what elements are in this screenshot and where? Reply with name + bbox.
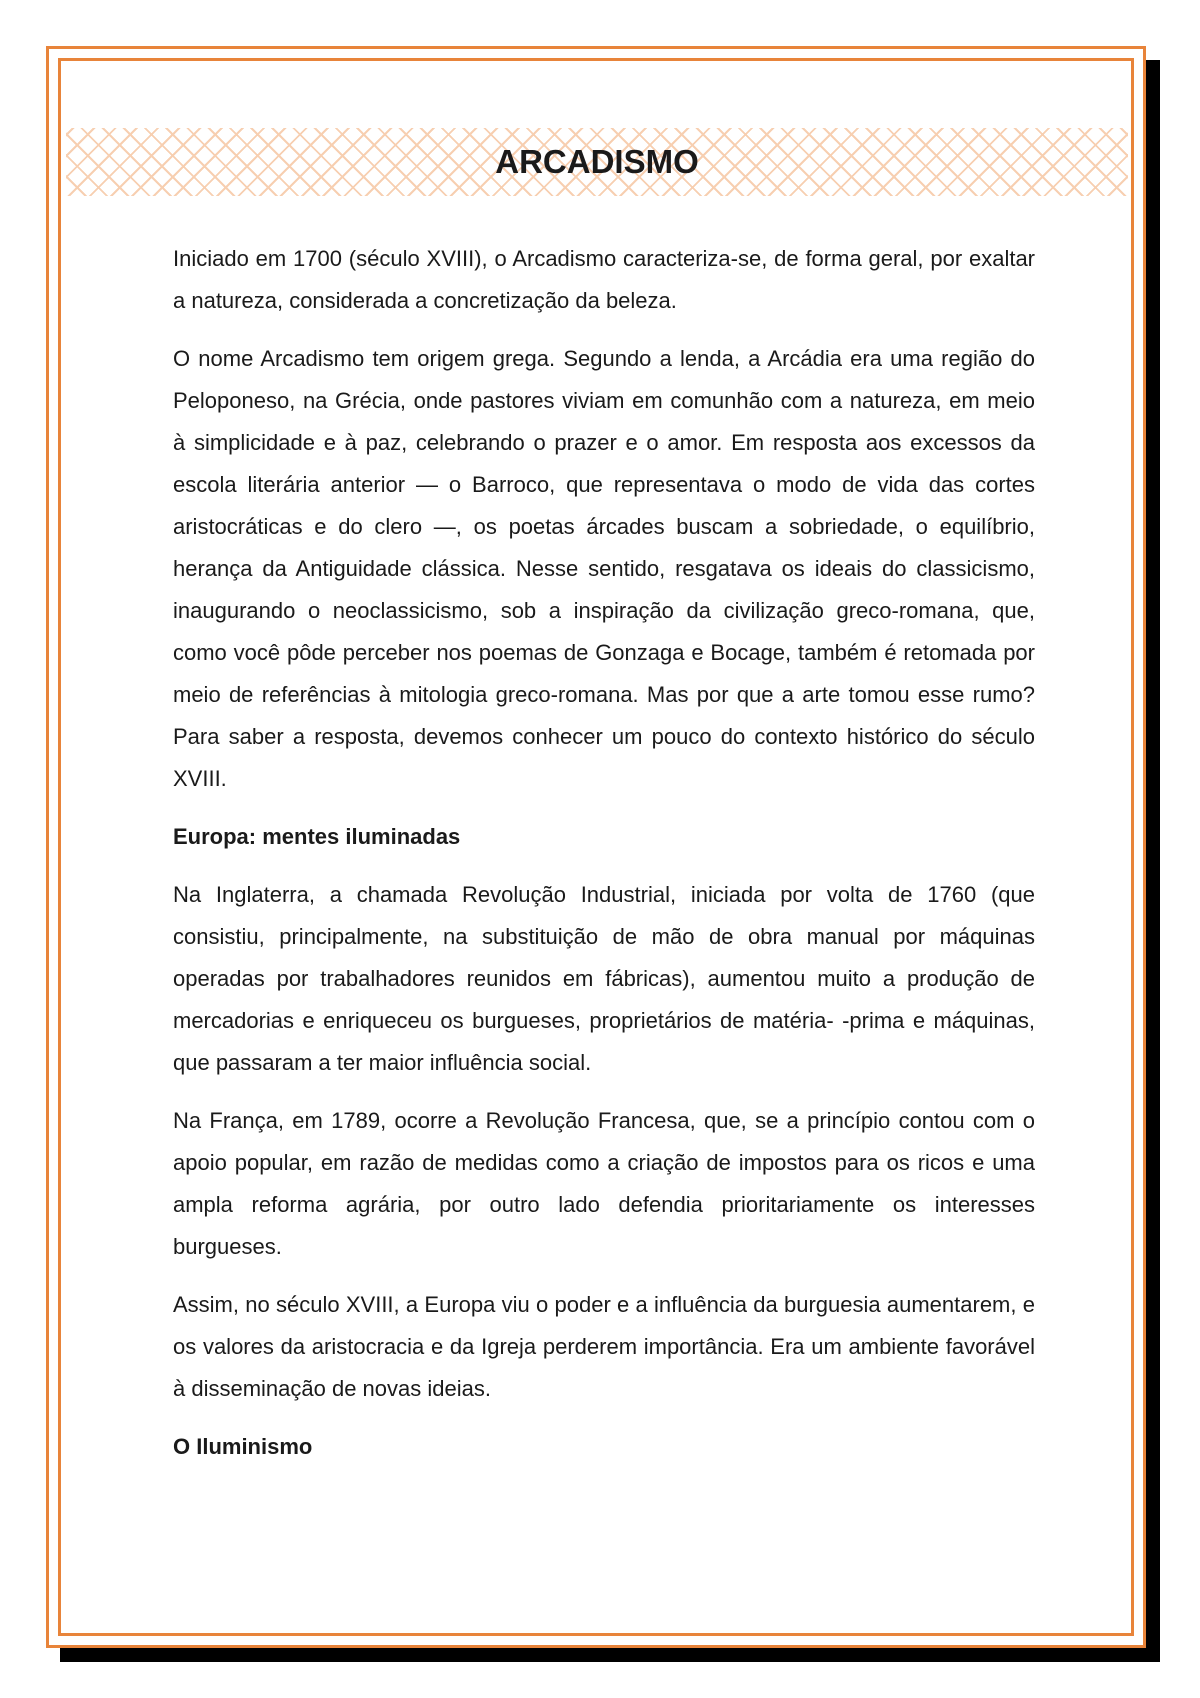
paragraph: Iniciado em 1700 (século XVIII), o Arcadismo caracteriza-se, de forma geral, por exaltar a natureza, considerada a concretização da beleza. (173, 246, 1035, 313)
paragraph: O nome Arcadismo tem origem grega. Segundo a lenda, a Arcádia era uma região do Peloponeso, na Grécia, onde pastores viviam em comunhão com a natureza, em meio à simplicidade e à paz, celebrando o prazer e o amor. Em resposta aos excessos da escola literária anterior — o Barroco, que representava o modo de vida das cortes aristocráticas e do clero —, os poetas árcades buscam a sobriedade, o equilíbrio, herança da Antiguidade clássica. Nesse sentido, resgatava os ideais do classicismo, inaugurando o neoclassicismo, sob a inspiração da civilização greco-romana, que, como você pôde perceber nos poemas de Gonzaga e Bocage, também é retomada por meio de referências à mitologia greco-romana. Mas por que a arte tomou esse rumo? Para saber a resposta, devemos conhecer um pouco do contexto histórico do século XVIII. (173, 346, 1035, 791)
paragraph: Na França, em 1789, ocorre a Revolução Francesa, que, se a princípio contou com o apoio popular, em razão de medidas como a criação de impostos para os ricos e uma ampla reforma agrária, por outro lado defendia prioritariamente os interesses burgueses. (173, 1108, 1035, 1259)
paragraph: Na Inglaterra, a chamada Revolução Industrial, iniciada por volta de 1760 (que consistiu, principalmente, na substituição de mão de obra manual por máquinas operadas por trabalhadores reunidos em fábricas), aumentou muito a produção de mercadorias e enriqueceu os burgueses, proprietários de matéria- -prima e máquinas, que passaram a ter maior influência social. (173, 882, 1035, 1075)
section-heading-europa: Europa: mentes iluminadas (173, 824, 461, 849)
document-body (173, 238, 1035, 1484)
page-title: ARCADISMO (495, 143, 699, 180)
section-heading-iluminismo: O Iluminismo (173, 1434, 313, 1459)
paragraph: Assim, no século XVIII, a Europa viu o poder e a influência da burguesia aumentarem, e os valores da aristocracia e da Igreja perderem importância. Era um ambiente favorável à disseminação de novas ideias. (173, 1292, 1035, 1401)
